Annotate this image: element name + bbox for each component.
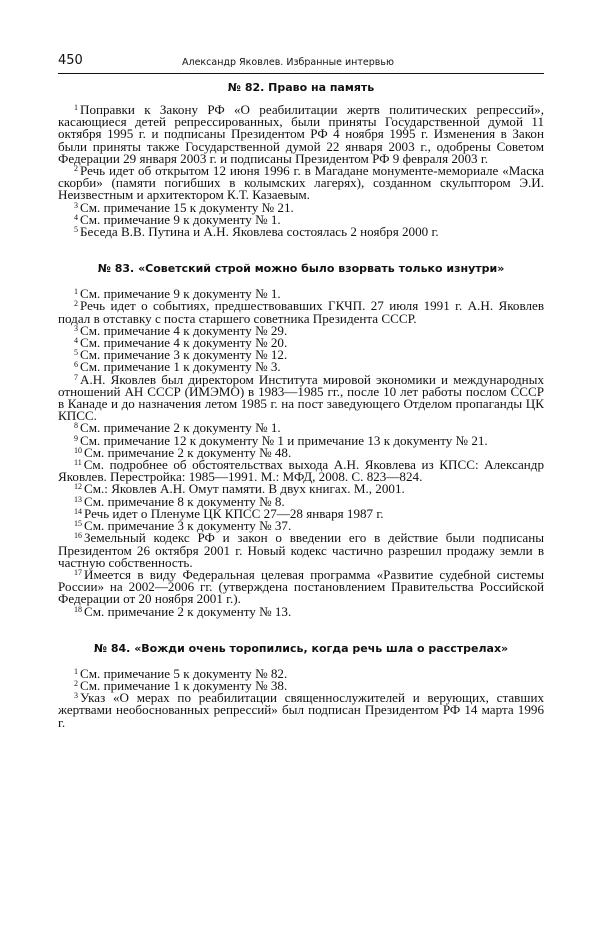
section-title: № 83. «Советский строй можно было взорвать только изнутри» xyxy=(97,262,505,276)
note-number: 4 xyxy=(74,212,78,222)
note-text: Земельный кодекс РФ и закон о введении его в действие были подписаны Президентом 26 октября 2001 г. Новый кодекс частично разрешил продажу земли в частную собственность. xyxy=(58,530,544,570)
note xyxy=(58,104,544,165)
note-number: 7 xyxy=(74,372,78,382)
section-title: № 84. «Вожди очень торопились, когда речь шла о расстрелах» xyxy=(93,641,509,655)
note-text: См. примечание 9 к документу № 1. xyxy=(80,286,281,302)
note-text: См. примечание 15 к документу № 21. xyxy=(80,199,294,215)
note-number: 3 xyxy=(74,200,78,210)
note xyxy=(58,165,544,202)
note-text: См. примечание 2 к документу № 1. xyxy=(80,420,281,436)
note xyxy=(58,692,544,729)
note-number: 17 xyxy=(74,567,82,577)
notes-list xyxy=(58,288,544,617)
section-83 xyxy=(58,262,544,617)
note-text: См. примечание 8 к документу № 8. xyxy=(84,493,285,509)
note-number: 16 xyxy=(74,531,82,541)
section-82 xyxy=(58,81,544,238)
note xyxy=(58,603,544,619)
note-text: См. примечание 3 к документу № 37. xyxy=(84,518,292,534)
note-number: 2 xyxy=(74,678,78,688)
note-text: Поправки к Закону РФ «О реабилитации жертв политических репрессий», касающиеся детей репрессированных, были приняты Государственной думой 11 октября 1995 г. и подписаны Президентом РФ 4 ноября 1995 г. Изменения в Закон были приняты также Государственной думой 22 января 2003 г., одобрены Советом Федерации 29 января 2003 г. и подписаны Президентом РФ 9 февраля 2003 г. xyxy=(58,102,544,166)
note-text: Беседа В.В. Путина и А.Н. Яковлева состоялась 2 ноября 2000 г. xyxy=(80,224,439,240)
note-text: Указ «О мерах по реабилитации священнослужителей и верующих, ставших жертвами необоснованных репрессий» был подписан Президентом РФ 14 марта 1996 г. xyxy=(58,690,544,730)
note-text: См. примечание 1 к документу № 38. xyxy=(80,677,288,693)
note xyxy=(58,226,544,238)
note xyxy=(58,300,544,324)
note-number: 2 xyxy=(74,299,78,309)
running-title: Александр Яковлев. Избранные интервью xyxy=(182,57,394,68)
note-text: См. примечание 1 к документу № 3. xyxy=(80,359,281,375)
note-number: 11 xyxy=(74,458,82,468)
note-text: Речь идет о Пленуме ЦК КПСС 27—28 января 1987 г. xyxy=(84,505,384,521)
note-text: См.: Яковлев А.Н. Омут памяти. В двух книгах. М., 2001. xyxy=(84,481,405,497)
note-number: 8 xyxy=(74,421,78,431)
note-number: 9 xyxy=(74,433,78,443)
note-number: 3 xyxy=(74,691,78,701)
section-title: № 82. Право на память xyxy=(227,81,375,94)
note-number: 5 xyxy=(74,225,78,235)
note-text: См. примечание 5 к документу № 82. xyxy=(80,665,288,681)
note-number: 12 xyxy=(74,482,82,492)
note-number: 18 xyxy=(74,604,82,614)
note-text: См. примечание 2 к документу № 48. xyxy=(84,444,292,460)
note-number: 3 xyxy=(74,323,78,333)
section-84 xyxy=(58,642,544,729)
note-number: 14 xyxy=(74,506,82,516)
note xyxy=(58,459,544,483)
running-header xyxy=(58,53,544,74)
note xyxy=(58,566,544,607)
notes-list xyxy=(58,104,544,238)
note-number: 5 xyxy=(74,348,78,358)
note-text: Речь идет о событиях, предшествовавших ГКЧП. 27 июля 1991 г. А.Н. Яковлев подал в отставку с поста старшего советника Президента СССР. xyxy=(58,298,544,326)
note-number: 1 xyxy=(74,666,78,676)
note-text: См. примечание 3 к документу № 12. xyxy=(80,347,288,363)
note-text: Речь идет об открытом 12 июня 1996 г. в Магадане монументе-мемориале «Маска скорби» (памяти погибших в колымских лагерях), созданном скульптором Э.И. Неизвестным и архитектором К.Т. Казаевым. xyxy=(58,163,544,203)
page xyxy=(58,53,544,730)
notes-list xyxy=(58,665,544,730)
note-number: 13 xyxy=(74,494,82,504)
note-text: См. подробнее об обстоятельствах выхода А.Н. Яковлева из КПСС: Александр Яковлев. Перестройка: 1985—1991. М.: МФД, 2008. С. 823—824. xyxy=(58,457,544,485)
note-text: См. примечание 9 к документу № 1. xyxy=(80,211,281,227)
note-text: См. примечание 2 к документу № 13. xyxy=(84,603,292,619)
note-number: 10 xyxy=(74,445,82,455)
note-number: 15 xyxy=(74,519,82,529)
note-text: См. примечание 4 к документу № 20. xyxy=(80,335,288,351)
note-number: 2 xyxy=(74,164,78,174)
note xyxy=(58,371,544,424)
note-text: А.Н. Яковлев был директором Института мировой экономики и международных отношений АН СССР (ИМЭМО) в 1983—1985 гг., после 10 лет работы послом СССР в Канаде и до назначения летом 1985 г. на пост заведующего Отделом пропаганды ЦК КПСС. xyxy=(58,371,544,424)
note-number: 1 xyxy=(74,287,78,297)
note-text: См. примечание 12 к документу № 1 и примечание 13 к документу № 21. xyxy=(80,432,488,448)
note-number: 1 xyxy=(74,103,78,112)
note-number: 6 xyxy=(74,360,78,370)
note-number: 4 xyxy=(74,336,78,346)
page-number: 450 xyxy=(58,53,83,68)
note-text: Имеется в виду Федеральная целевая программа «Развитие судебной системы России» на 2002—2006 гг. (утверждена постановлением Правительства Российской Федерации от 20 ноября 2001 г.). xyxy=(58,566,544,607)
note xyxy=(58,532,544,569)
note-text: См. примечание 4 к документу № 29. xyxy=(80,322,288,338)
